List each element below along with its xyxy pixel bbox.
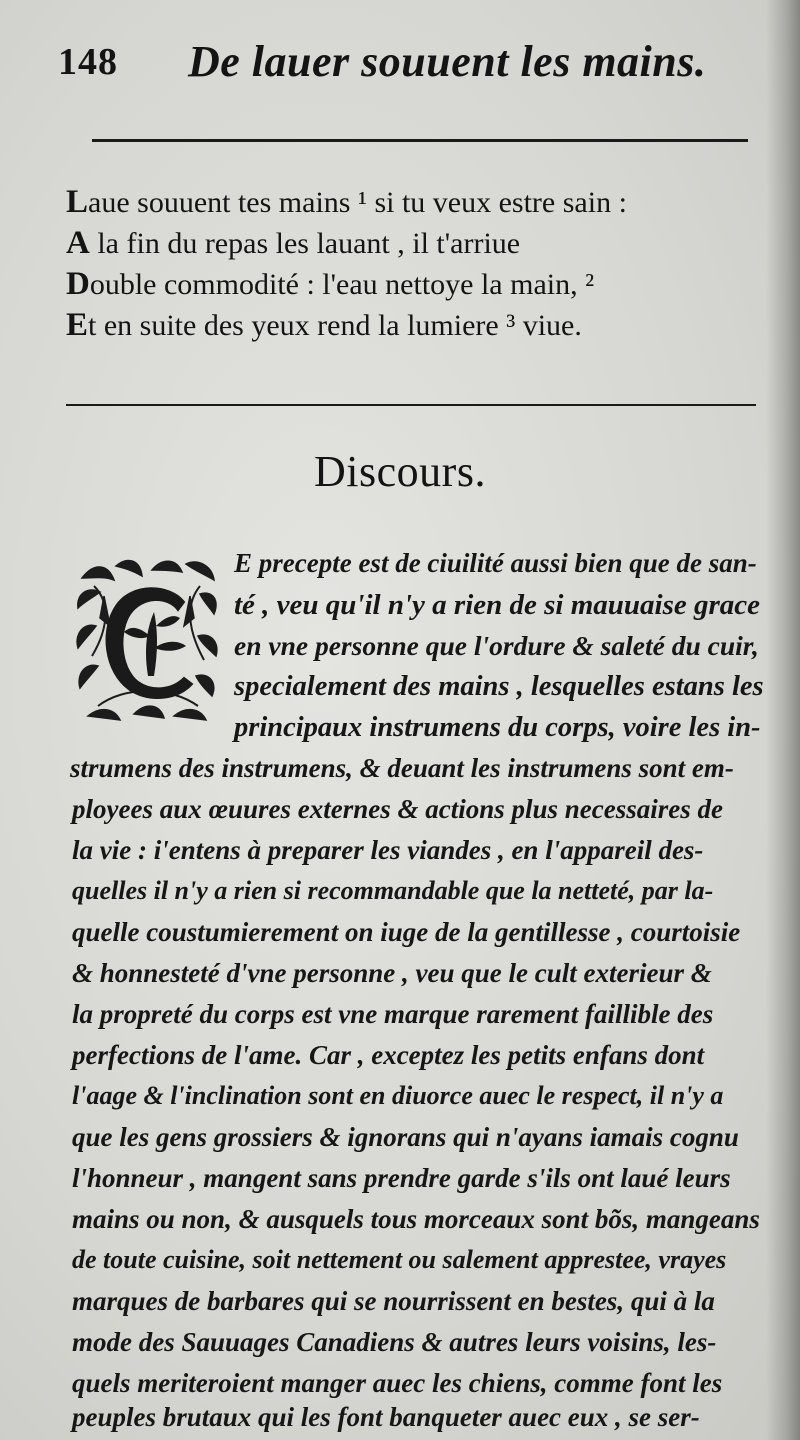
text-line: E precepte est de ciuilité aussi bien que de san- (234, 548, 757, 578)
text-line: quels meriteroient manger auec les chiens, comme font les (72, 1368, 723, 1398)
text-line: mains ou non, & ausquels tous morceaux sont bõs, mangeans (72, 1204, 760, 1234)
section-rule (66, 404, 756, 406)
verse-text: ouble commodité : l'eau nettoye la main, ² (89, 268, 595, 301)
text-line: marques de barbares qui se nourrissent en bestes, qui à la (72, 1286, 715, 1316)
text-line: de toute cuisine, soit nettement ou salement apprestee, vrayes (72, 1245, 727, 1274)
text-line: l'aage & l'inclination sont en diuorce auec le respect, il n'y a (72, 1081, 724, 1110)
ornamental-drop-cap (74, 556, 220, 722)
verse-line (66, 305, 756, 346)
page-edge-shadow (766, 0, 800, 1440)
text-line: en vne personne que l'ordure & saleté du cuir, (234, 630, 759, 661)
verse-line (66, 182, 756, 223)
running-title: De lauer souuent les mains. (188, 37, 707, 86)
text-line: peuples brutaux qui les font banqueter auec eux , se ser- (72, 1402, 700, 1432)
text-line: perfections de l'ame. Car , exceptez les petits enfans dont (72, 1040, 705, 1070)
verse-initial: A (66, 225, 90, 261)
text-line: la vie : i'entens à preparer les viandes , en l'appareil des- (72, 835, 704, 865)
section-heading: Discours. (314, 447, 486, 496)
text-line: specialement des mains , lesquelles estans les (234, 671, 764, 702)
top-rule (92, 139, 748, 142)
verse-block (66, 182, 756, 346)
verse-line (66, 264, 756, 305)
text-line: ployees aux œuures externes & actions plus necessaires de (72, 794, 723, 824)
text-line: que les gens grossiers & ignorans qui n'ayans iamais cognu (72, 1122, 739, 1152)
verse-text: aue souuent tes mains ¹ si tu veux estre sain : (88, 186, 627, 219)
text-line: principaux instrumens du corps, voire les in- (234, 712, 761, 743)
text-line: strumens des instrumens, & deuant les instrumens sont em- (70, 753, 734, 783)
running-head (58, 36, 758, 96)
verse-initial: E (66, 307, 89, 343)
verse-text: la fin du repas les lauant , il t'arriue (89, 227, 521, 260)
text-line: té , veu qu'il n'y a rien de si mauuaise grace (234, 589, 761, 621)
page-number: 148 (58, 41, 118, 83)
text-line: quelles il n'y a rien si recommandable que la netteté, par la- (72, 876, 714, 905)
text-line: mode des Sauuages Canadiens & autres leurs voisins, les- (72, 1327, 717, 1357)
text-line: la propreté du corps est vne marque rarement faillible des (72, 999, 714, 1029)
text-line: quelle coustumierement on iuge de la gentillesse , courtoisie (72, 917, 741, 947)
verse-initial: D (66, 266, 90, 302)
text-line: l'honneur , mangent sans prendre garde s'ils ont laué leurs (72, 1163, 731, 1193)
verse-initial: L (66, 184, 89, 220)
text-line: & honnesteté d'vne personne , veu que le cult exterieur & (72, 958, 712, 988)
verse-line (66, 223, 756, 264)
foliage-ornament-icon (74, 556, 220, 722)
verse-text: t en suite des yeux rend la lumiere ³ viue. (88, 309, 582, 342)
